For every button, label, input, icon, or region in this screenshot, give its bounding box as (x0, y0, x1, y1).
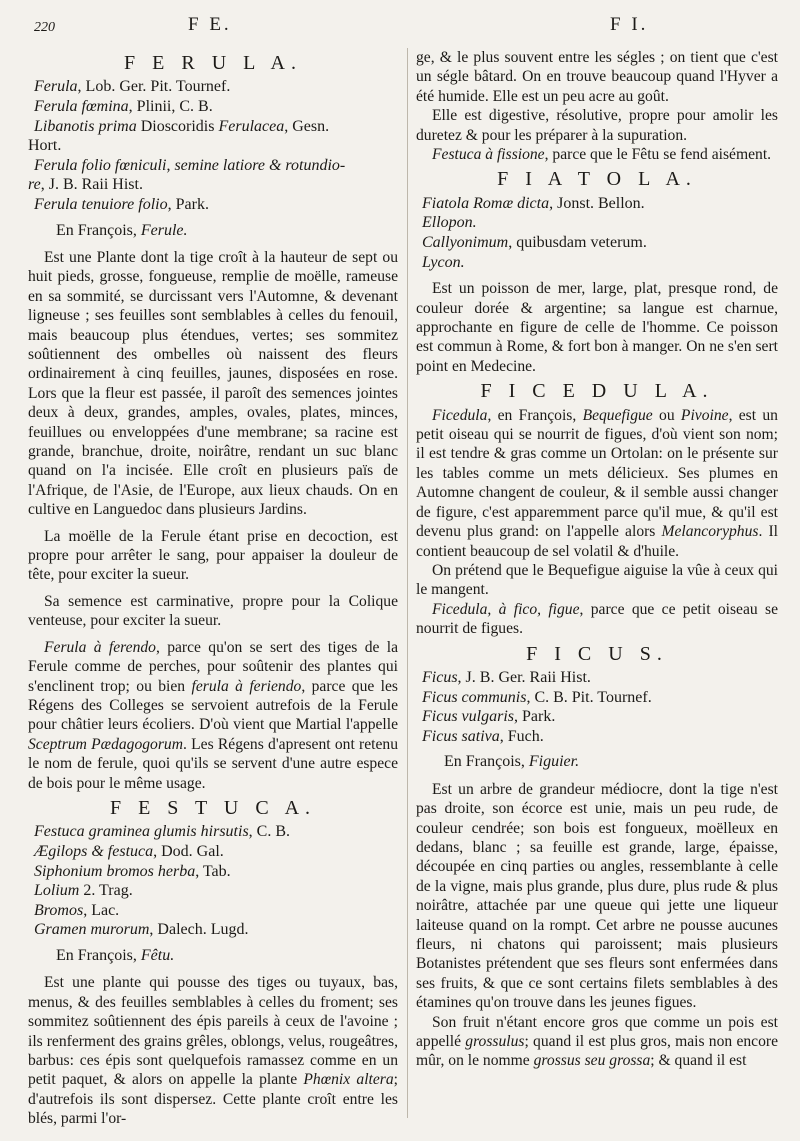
running-head-left: F E. (188, 14, 232, 35)
ferula-synonym: Hort. (28, 137, 62, 155)
entry-title-festuca: F E S T U C A. (109, 796, 317, 819)
fiatola-synonym: Fiatola Romæ dicta, Jonst. Bellon. (422, 194, 645, 212)
festuca-synonym: Siphonium bromos herba, Tab. (34, 862, 231, 880)
running-head (0, 14, 800, 44)
ferula-synonym: Ferula fœmina, Plinii, C. B. (34, 98, 213, 115)
left-column (28, 48, 398, 1129)
festuca-description: Est une plante qui pousse des tiges ou tuyaux, bas, menus, & des feuilles semblables à celles du froment; ses sommitez soûtiennent des épis pareils à ceux de l'avoine ; ils renferment des grains grêles, oblongs, velus, rougeâtres, barbus: ces épis sont quelquefois ramassez comme en un petit paquet, & alors on appelle la plante Phœnix altera; d'autrefois ils sont dispersez. Cette plante croît entre les blés, parmi l'or- (28, 974, 398, 1128)
ferula-synonym: re, J. B. Raii Hist. (28, 176, 143, 194)
ficus-synonym: Ficus vulgaris, Park. (422, 708, 556, 726)
ficedula-description: Ficedula, en François, Bequefigue ou Pivoine, est un petit oiseau qui se nourrit de figues, d'où vient son nom; il est tendre & gras comme un Ortolan: on le présente sur les tables comme un mets délicieux. Ses plumes en Automne changent de couleur, & il semble aussi changer de figure, c'est apparemment parce qu'il mue, & qu'il est devenu plus grand: on l'appelle alors Melancoryphus. Il contient beaucoup de sel volatil & d'huile. (416, 406, 778, 560)
festuca-synonym: Gramen murorum, Dalech. Lugd. (34, 921, 249, 939)
fiatola-synonym: Lycon. (422, 253, 465, 271)
ficus-description: Est un arbre de grandeur médiocre, dont la tige n'est pas droite, son écorce est unie, mais un peu rude, de couleur cendrée; son bois est fongueux, moëlleux en dedans, blanc ; sa feuille est grande, large, épaisse, découpée en cinq parties ou angles, ressemblante à celle de la vigne, mais plus grande, plus dure, plus rude & plus noirâtre, attachée par une queue qui jette une liqueur laiteuse quand on la rompt. Cet arbre ne pousse aucunes fleurs, ni chatons qui paroissent; mais plusieurs Botanistes prétendent que ses fleurs sont enfermées dans ses fruits, & que ce sont certains filets semblables à des étamines qu'on trouve dans les jeunes figues. (416, 780, 778, 1012)
ferula-synonym: Ferula, Lob. Ger. Pit. Tournef. (34, 78, 231, 96)
ficus-french-name: En François, Figuier. (444, 753, 580, 771)
festuca-french-name: En François, Fêtu. (56, 946, 175, 964)
entry-title-ficus: F I C U S. (526, 642, 668, 665)
ficus-synonym: Ficus communis, C. B. Pit. Tournef. (422, 688, 652, 706)
festuca-synonym: Ægilops & festuca, Dod. Gal. (34, 842, 224, 860)
festuca-etymology: Festuca à fissione, parce que le Fêtu se fend aisément. (432, 146, 772, 164)
ficedula-paragraph: On prétend que le Bequefigue aiguise la vûe à ceux qui le mangent. (416, 561, 778, 599)
ferula-etymology: Ferula à ferendo, parce qu'on se sert des tiges de la Ferule comme de perches, pour soûtenir des plantes qui s'enclinent trop; ou bien ferula à feriendo, parce que les Régens des Colleges se servoient autrefois de la Ferule pour châtier leurs écoliers. D'où vient que Martial l'appelle Sceptrum Pædagogorum. Les Régens d'apresent ont retenu le nom de ferule, quoi qu'ils se servent d'une autre espece de bois pour le même usage. (28, 638, 399, 792)
festuca-continued: ge, & le plus souvent entre les ségles ; on tient que c'est un ségle bâtard. On en trouve beaucoup quand l'Hyver a été humide. Elle est un peu acre au goût. (416, 49, 778, 105)
running-head-right: F I. (610, 14, 649, 35)
ferula-paragraph: La moëlle de la Ferule étant prise en decoction, est propre pour arrêter le sang, pour appaiser la douleur de tête, pour exciter la sueur. (28, 527, 398, 584)
festuca-synonym: Bromos, Lac. (34, 901, 120, 919)
ficus-synonym: Ficus, J. B. Ger. Raii Hist. (422, 668, 591, 686)
right-column (416, 48, 778, 1071)
page-number: 220 (34, 20, 55, 35)
fiatola-description: Est un poisson de mer, large, plat, presque rond, de couleur dorée & argentine; sa langue est charnue, approchante en figure de celle de l'homme. Ce poisson est commun à Rome, & fort bon à manger. On ne s'en sert point en Medecine. (416, 280, 778, 375)
ferula-paragraph: Sa semence est carminative, propre pour la Colique venteuse, pour exciter la sueur. (28, 592, 398, 630)
ferula-description: Est une Plante dont la tige croît à la hauteur de sept ou huit pieds, grosse, fongueuse, remplie de moëlle, rameuse en sa sommité, se durcissant vers l'Automne, & devenant ligneuse ; ses feuilles sont semblables à celles du fenouil, mais beaucoup plus étendues, vertes; ses sommitez soûtiennent des ombelles où naissent des fleurs ordinairement à cinq feuilles, jaunes, disposées en rose. Lors que la fleur est passée, il paroît des semences jointes deux à deux, grandes, amples, ovales, plates, minces, feuillues ou enveloppées d'une membrane; sa racine est grande, branchue, droite, noirâtre, rendant un suc blanc quand on l'a incisée. Elle croît en plusieurs païs de l'Afrique, de l'Asie, de l'Europe, aux lieux chauds. On en cultive en Languedoc dans plusieurs Jardins. (28, 248, 398, 519)
fiatola-synonym: Ellopon. (422, 214, 477, 232)
entry-title-ficedula: F I C E D U L A. (480, 380, 714, 403)
ficus-paragraph: Son fruit n'étant encore gros que comme un pois est appellé grossulus; quand il est plus gros, mais non encore mûr, on le nomme grossus seu grossa; & quand il est (416, 1013, 778, 1070)
festuca-synonym: Festuca graminea glumis hirsutis, C. B. (34, 823, 291, 841)
fiatola-synonym: Callyonimum, quibusdam veterum. (422, 234, 647, 252)
column-divider (407, 48, 408, 1118)
ferula-synonym: Libanotis prima Dioscoridis Ferulacea, Gesn. (34, 117, 330, 135)
festuca-synonym: Lolium 2. Trag. (34, 882, 133, 900)
ferula-synonym: Ferula folio fœniculi, semine latiore & rotundio- (34, 156, 346, 174)
festuca-paragraph: Elle est digestive, résolutive, propre pour amolir les duretez & pour les préparer à la supuration. (416, 107, 778, 144)
ferula-french-name: En François, Ferule. (56, 221, 188, 239)
entry-title-ferula: F E R U L A. (124, 52, 302, 74)
ficedula-etymology: Ficedula, à fico, figue, parce que ce petit oiseau se nourrit de figues. (416, 600, 778, 638)
entry-title-fiatola: F I A T O L A. (497, 168, 697, 191)
ficus-synonym: Ficus sativa, Fuch. (422, 727, 544, 745)
ferula-synonym: Ferula tenuiore folio, Park. (34, 195, 209, 213)
